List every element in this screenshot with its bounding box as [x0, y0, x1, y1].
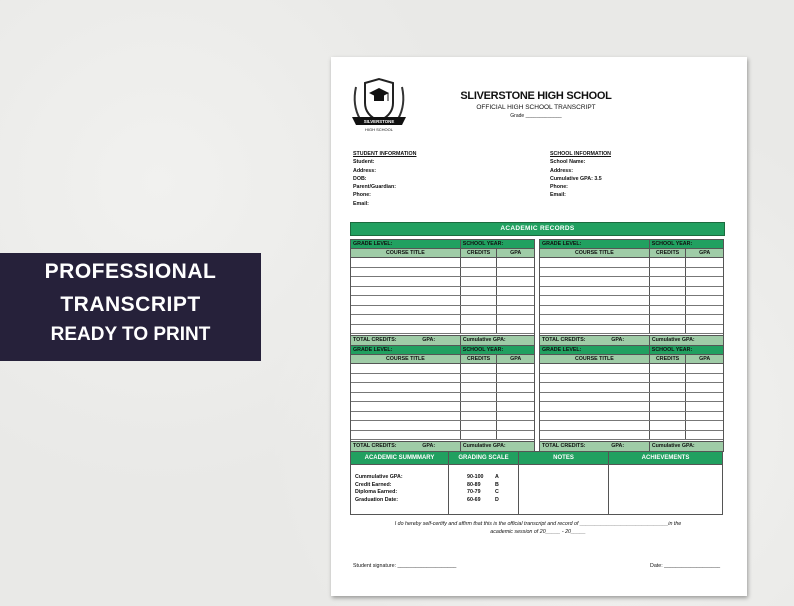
grade-block-4 — [539, 345, 724, 452]
course-row — [351, 402, 534, 412]
total-credits-label: TOTAL CREDITS: — [542, 337, 586, 343]
school-email-field: Email: — [550, 192, 566, 199]
course-title-header: COURSE TITLE — [351, 355, 461, 363]
course-row — [540, 268, 723, 278]
course-row — [540, 364, 723, 374]
credits-header: CREDITS — [461, 249, 498, 257]
declaration — [353, 520, 723, 536]
logo-text: SILVERSTONE — [363, 119, 395, 124]
gpa-header: GPA — [510, 356, 522, 362]
course-row — [351, 421, 534, 431]
gpa-header: GPA — [699, 356, 711, 362]
course-row — [351, 325, 534, 335]
cumulative-gpa-label: Cumulative GPA: — [462, 443, 506, 449]
gpa-label: GPA: — [420, 336, 461, 345]
course-row — [351, 315, 534, 325]
course-title-header: COURSE TITLE — [351, 249, 461, 257]
gpa-label: GPA: — [609, 336, 650, 345]
course-row — [540, 277, 723, 287]
cumulative-gpa-field: Cumulative GPA: 3.5 — [550, 175, 602, 182]
phone-field: Phone: — [353, 192, 371, 199]
course-row — [540, 287, 723, 297]
course-row — [351, 412, 534, 422]
school-info-heading: SCHOOL INFORMATION — [550, 151, 612, 157]
declaration-line-2: academic session of 20_____ - 20_____ — [490, 529, 586, 535]
course-title-header: COURSE TITLE — [540, 249, 650, 257]
grade-level-label: GRADE LEVEL: — [540, 240, 650, 248]
school-info — [550, 150, 611, 200]
grade-level-label: GRADE LEVEL: — [351, 240, 461, 248]
gpa-header: GPA — [699, 250, 711, 256]
academic-records-title: ACADEMIC RECORDS — [350, 222, 725, 236]
student-signature: Student signature: ____________________ — [353, 563, 457, 569]
school-phone-field: Phone: — [550, 184, 568, 191]
student-field: Student: — [353, 159, 375, 166]
achievements-col — [609, 452, 722, 514]
logo-sub: HIGH SCHOOL — [364, 127, 394, 132]
transcript-subtitle: OFFICIAL HIGH SCHOOL TRANSCRIPT — [476, 104, 596, 111]
school-name: SLIVERSTONE HIGH SCHOOL — [460, 90, 612, 102]
cumulative-gpa-label: Cumulative GPA: — [462, 337, 506, 343]
gpa-header: GPA — [510, 250, 522, 256]
summary-table — [350, 451, 723, 515]
cumulative-gpa-label: Cumulative GPA: — [651, 337, 695, 343]
course-row — [351, 383, 534, 393]
course-row — [540, 258, 723, 268]
course-row — [540, 383, 723, 393]
course-row — [540, 296, 723, 306]
student-info-heading: STUDENT INFORMATION — [353, 151, 417, 157]
school-address-field: Address: — [550, 167, 573, 174]
course-row — [540, 412, 723, 422]
date-field: Date: ___________________ — [650, 563, 721, 569]
grade-line: Grade _____________ — [510, 113, 562, 119]
gpa-label: GPA: — [609, 442, 650, 451]
school-crest-icon — [350, 77, 408, 133]
total-credits-label: TOTAL CREDITS: — [542, 443, 586, 449]
credits-header: CREDITS — [461, 355, 498, 363]
grading-scale-header: GRADING SCALE — [449, 452, 518, 465]
summary-item: Diploma Earned: — [355, 489, 398, 496]
academic-summary-col — [351, 452, 449, 514]
course-row — [540, 402, 723, 412]
academic-summary-header: ACADEMIC SUMMMARY — [351, 452, 448, 465]
course-row — [540, 306, 723, 316]
promo-banner — [0, 253, 261, 361]
grade-level-label: GRADE LEVEL: — [540, 346, 650, 354]
guardian-field: Parent/Guardian: — [353, 184, 396, 191]
notes-header: NOTES — [519, 452, 608, 465]
course-row — [351, 374, 534, 384]
school-year-label: SCHOOL YEAR: — [651, 347, 693, 353]
course-row — [540, 393, 723, 403]
grade-block-1 — [350, 239, 535, 346]
achievements-header: ACHIEVEMENTS — [609, 452, 722, 465]
course-row — [540, 315, 723, 325]
email-field: Email: — [353, 200, 369, 207]
course-row — [540, 325, 723, 335]
credits-header: CREDITS — [650, 355, 687, 363]
banner-line-1: PROFESSIONAL — [44, 260, 217, 283]
notes-col — [519, 452, 609, 514]
grading-scale-col — [449, 452, 519, 514]
school-year-label: SCHOOL YEAR: — [651, 241, 693, 247]
course-row — [351, 306, 534, 316]
course-title-header: COURSE TITLE — [540, 355, 650, 363]
course-row — [351, 296, 534, 306]
banner-line-3: READY TO PRINT — [50, 324, 211, 345]
course-row — [351, 277, 534, 287]
gpa-label: GPA: — [420, 442, 461, 451]
school-year-label: SCHOOL YEAR: — [462, 241, 504, 247]
scale-row: 90-100 A — [467, 474, 499, 480]
school-name-field: School Name: — [550, 159, 586, 166]
summary-item: Graduation Date: — [355, 497, 398, 504]
grade-level-label: GRADE LEVEL: — [351, 346, 461, 354]
course-row — [540, 421, 723, 431]
course-row — [351, 431, 534, 441]
summary-item: Cummulative GPA: — [355, 474, 403, 480]
address-field: Address: — [353, 167, 376, 174]
course-row — [351, 268, 534, 278]
banner-line-2: TRANSCRIPT — [60, 293, 201, 316]
scale-row: 60-69 D — [467, 497, 499, 504]
grade-block-2 — [539, 239, 724, 346]
course-row — [351, 393, 534, 403]
dob-field: DOB: — [353, 175, 367, 182]
credits-header: CREDITS — [650, 249, 687, 257]
transcript-page — [331, 57, 747, 596]
course-row — [351, 287, 534, 297]
scale-row: 70-79 C — [467, 489, 499, 496]
declaration-line-1: I do hereby self-certify and affirm that this is the official transcript and record of ______________________________in the — [394, 521, 682, 527]
scale-row: 80-89 B — [467, 481, 499, 488]
school-year-label: SCHOOL YEAR: — [462, 347, 504, 353]
course-row — [540, 431, 723, 441]
total-credits-label: TOTAL CREDITS: — [353, 443, 397, 449]
cumulative-gpa-label: Cumulative GPA: — [651, 443, 695, 449]
grade-block-3 — [350, 345, 535, 452]
total-credits-label: TOTAL CREDITS: — [353, 337, 397, 343]
student-info — [353, 150, 416, 208]
course-row — [351, 364, 534, 374]
summary-item: Credit Earned: — [355, 481, 392, 488]
course-row — [540, 374, 723, 384]
course-row — [351, 258, 534, 268]
